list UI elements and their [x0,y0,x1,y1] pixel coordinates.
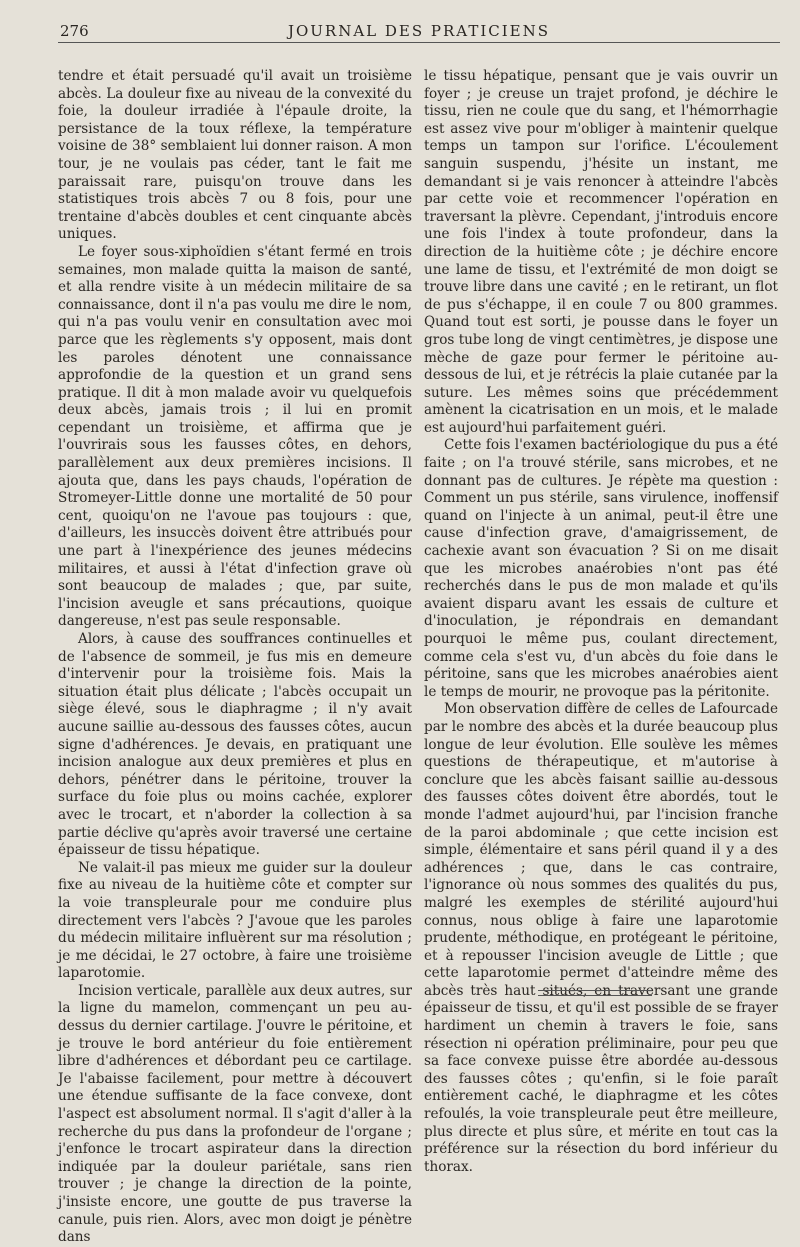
paragraph: Le foyer sous-xiphoïdien s'étant fermé en trois semaines, mon malade quitta la maison de santé, et alla rendre visite à un médecin militaire de sa connaissance, dont il n'a pas voulu me dire le nom, qui n'a pas voulu venir en consultation avec moi parce que les règlements s'y opposent, mais dont les paroles dénotent une connaissance approfondie de la question et un grand sens pratique. Il dit à mon malade avoir vu quelquefois deux abcès, jamais trois ; il lui en promit cependant un troisième, et affirma que je l'ouvrirais sous les fausses côtes, en dehors, parallèlement aux deux premières incisions. Il ajouta que, dans les pays chauds, l'opération de Stromeyer-Little donne une mortalité de 50 pour cent, quoiqu'on ne l'avoue pas toujours : que, d'ailleurs, les insuccès doivent être attribués pour une part à l'inexpérience des jeunes médecins militaires, et aussi à l'état d'infection grave où sont beaucoup de malades ; que, par suite, l'incision aveugle et sans précautions, quoique dangereuse, n'est pas seule responsable. [58,243,412,630]
right-column [424,68,778,1176]
paragraph: tendre et était persuadé qu'il avait un troisième abcès. La douleur fixe au niveau de la convexité du foie, la douleur irradiée à l'épaule droite, la persistance de la toux réflexe, la température voisine de 38° semblaient lui donner raison. A mon tour, je ne voulais pas céder, tant le fait me paraissait rare, puisqu'on trouve dans les statistiques trois abcès 7 ou 8 fois, pour une trentaine d'abcès doubles et cent cinquante abcès uniques. [58,68,412,243]
paragraph: Ne valait-il pas mieux me guider sur la douleur fixe au niveau de la huitième côte et compter sur la voie transpleurale pour me conduire plus directement vers l'abcès ? J'avoue que les paroles du médecin militaire influèrent sur ma résolution ; je me décidai, le 27 octobre, à faire une troisième laparotomie. [58,859,412,982]
left-column [58,68,412,1247]
paragraph: Cette fois l'examen bactériologique du pus a été faite ; on l'a trouvé stérile, sans microbes, et ne donnant pas de cultures. Je répète ma question : Comment un pus stérile, sans virulence, inoffensif quand on l'injecte à un animal, peut-il être une cause d'infection grave, d'amaigrissement, de cachexie avant son évacuation ? Si on me disait que les microbes anaérobies n'ont pas été recherchés dans le pus de mon malade et qu'ils avaient disparu avant les essais de culture et d'inoculation, je répondrais en demandant pourquoi le même pus, coulant directement, comme cela s'est vu, d'un abcès du foie dans le péritoine, sans que les microbes anaérobies aient le temps de mourir, ne provoque pas la péritonite. [424,437,778,700]
page-number: 276 [60,22,89,40]
journal-title: JOURNAL DES PRATICIENS [287,22,551,40]
paragraph: Incision verticale, parallèle aux deux autres, sur la ligne du mamelon, commençant un peu au-dessus du dernier cartilage. J'ouvre le péritoine, et je trouve le bord antérieur du foie entièrement libre d'adhérences et débordant peu ce cartilage. Je l'abaisse facilement, pour mettre à découvert une étendue suffisante de la face convexe, dont l'aspect est absolument normal. Il s'agit d'aller à la recherche du pus dans la profondeur de l'organe ; j'enfonce le trocart aspirateur dans la direction indiquée par la douleur pariétale, sans rien trouver ; je change la direction de la pointe, j'insiste encore, une goutte de pus traverse la canule, puis rien. Alors, avec mon doigt je pénètre dans [58,982,412,1246]
paragraph: Alors, à cause des souffrances continuelles et de l'absence de sommeil, je fus mis en demeure d'intervenir pour la troisième fois. Mais la situation était plus délicate ; l'abcès occupait un siège élevé, sous le diaphragme ; il n'y avait aucune saillie au-dessous des fausses côtes, aucun signe d'adhérences. Je devais, en pratiquant une incision analogue aux deux premières et plus en dehors, pénétrer dans le péritoine, trouver la surface du foie plus ou moins cachée, explorer avec le trocart, et n'aborder la collection à sa partie déclive qu'après avoir traversé une certaine épaisseur de tissu hépatique. [58,631,412,859]
end-rule [538,990,652,996]
paragraph: Mon observation diffère de celles de Lafourcade par le nombre des abcès et la durée beaucoup plus longue de leur évolution. Elle soulève les mêmes questions de thérapeutique, et m'autorise à conclure que les abcès faisant saillie au-dessous des fausses côtes doivent être abordés, tout le monde l'admet aujourd'hui, par l'incision franche de la paroi abdominale ; que cette incision est simple, élémentaire et sans péril quand il y a des adhérences ; que, dans le cas contraire, l'ignorance où nous sommes des qualités du pus, malgré les exemples de stérilité aujourd'hui connus, nous oblige à faire une laparotomie prudente, méthodique, en protégeant le péritoine, et à repousser l'incision aveugle de Little ; que cette laparotomie permet d'atteindre même des abcès très haut situés, en traversant une grande épaisseur de tissu, et qu'il est possible de se frayer hardiment un chemin à travers le foie, sans résection ni opération préliminaire, pour peu que sa face convexe puisse être abordée au-dessous des fausses côtes ; qu'enfin, si le foie paraît entièrement caché, le diaphragme et les côtes refoulés, la voie transpleurale peut être meilleure, plus directe et plus sûre, et mérite en tout cas la préférence sur la résection du bord inférieur du thorax. [424,701,778,1175]
running-header [58,18,780,43]
paragraph: le tissu hépatique, pensant que je vais ouvrir un foyer ; je creuse un trajet profond, je déchire le tissu, rien ne coule que du sang, et l'hémorrhagie est assez vive pour m'obliger à maintenir quelque temps un tampon sur l'orifice. L'écoulement sanguin suspendu, j'hésite un instant, me demandant si je vais renoncer à atteindre l'abcès par cette voie et recommencer l'opération en traversant la plèvre. Cependant, j'introduis encore une fois l'index à toute profondeur, dans la direction de la huitième côte ; je déchire encore une lame de tissu, et l'extrémité de mon doigt se trouve libre dans une cavité ; en le retirant, un flot de pus s'échappe, il en coule 7 ou 800 grammes. Quand tout est sorti, je pousse dans le foyer un gros tube long de vingt centimètres, je dispose une mèche de gaze pour fermer le péritoine au-dessous de lui, et je rétrécis la plaie cutanée par la suture. Les mêmes soins que précédemment amènent la cicatrisation en un mois, et le malade est aujourd'hui parfaitement guéri. [424,68,778,436]
